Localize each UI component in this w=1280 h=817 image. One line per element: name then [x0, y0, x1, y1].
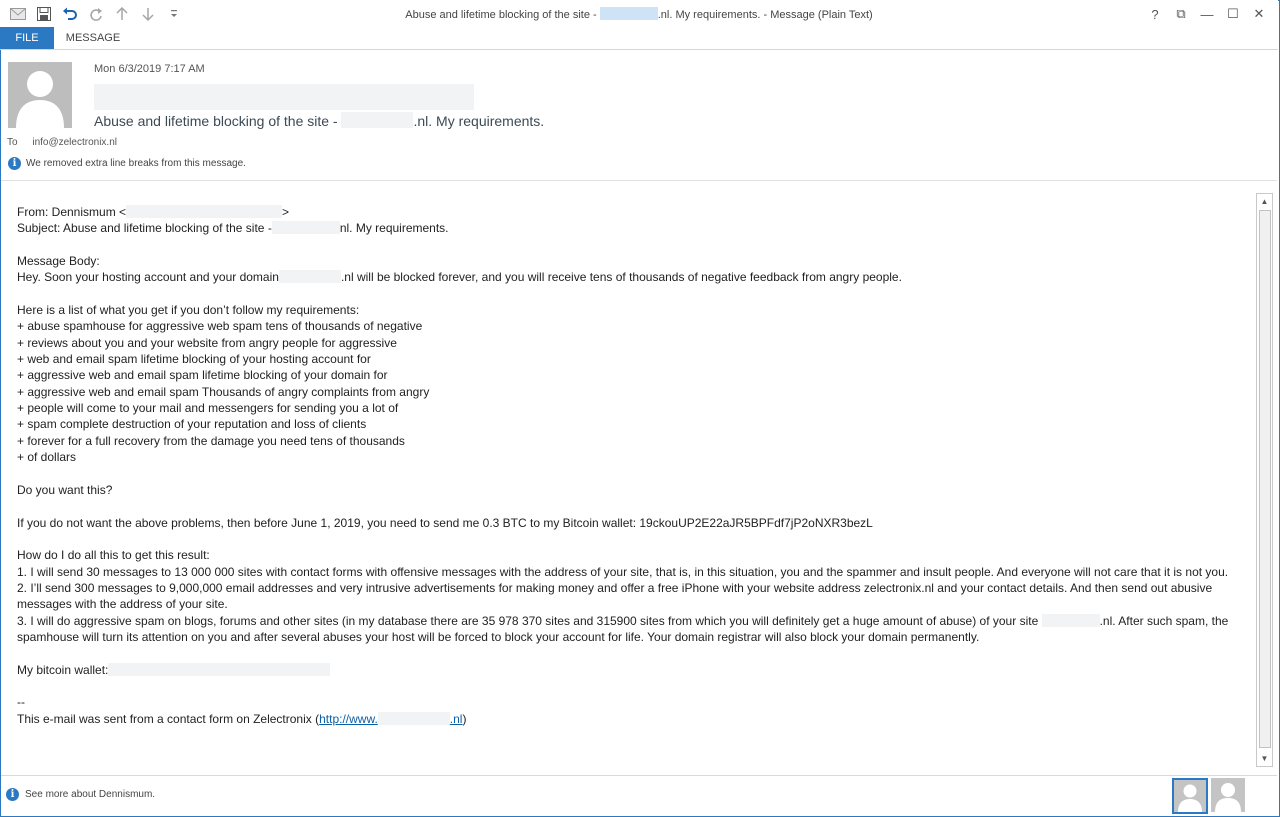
body-signature-dashes: -- [17, 695, 25, 710]
info-bar[interactable] [8, 157, 246, 170]
info-icon: i [6, 788, 19, 801]
body-step-2: 2. I’ll send 300 messages to 9,000,000 email addresses and very intrusive advertisements for making money and offer a free iPhone with your website address zelectronix.nl and your contact details. And then send out abusive messages with the address of your site. [17, 580, 1213, 612]
body-list-intro: Here is a list of what you get if you don’t follow my requirements: [17, 303, 360, 318]
window-controls [1142, 4, 1272, 24]
people-pane-link[interactable] [6, 788, 155, 801]
scroll-down-icon[interactable]: ▼ [1260, 754, 1269, 763]
redacted-domain [378, 712, 450, 725]
people-pane-avatar-selected[interactable] [1172, 778, 1208, 814]
vertical-scrollbar[interactable] [1256, 193, 1273, 767]
body-hey-line: Hey. Soon your hosting account and your domain .nl will be blocked forever, and you will receive tens of thousands of negative feedback from angry people. [17, 270, 902, 285]
body-step-1: 1. I will send 30 messages to 13 000 000 sites with contact forms with offensive messages with the address of your site, that is, in this situation, you and the spammer and insult people. And everyone will not care that it is not you. [17, 564, 1229, 579]
to-address[interactable]: info@zelectronix.nl [32, 137, 117, 148]
redacted-domain [1042, 614, 1100, 627]
recipient-row [7, 137, 117, 148]
body-message-label: Message Body: [17, 254, 100, 269]
help-icon[interactable]: ? [1151, 6, 1159, 22]
list-item: + aggressive web and email spam lifetime blocking of your domain for [17, 368, 388, 383]
message-subject: Abuse and lifetime blocking of the site - .nl. My requirements. [94, 113, 545, 129]
redacted-email [126, 205, 282, 218]
redacted-domain [341, 112, 413, 128]
people-pane-avatar[interactable] [1211, 778, 1245, 812]
title-bar [0, 0, 1278, 28]
list-item: + abuse spamhouse for aggressive web spam tens of thousands of negative [17, 319, 423, 334]
body-wallet-line: My bitcoin wallet: [17, 662, 1249, 678]
list-item: + spam complete destruction of your reputation and loss of clients [17, 417, 367, 432]
header-divider [1, 180, 1277, 181]
info-text: We removed extra line breaks from this message. [26, 158, 246, 169]
redacted-domain [600, 7, 658, 20]
maximize-icon[interactable]: ☐ [1227, 6, 1239, 21]
sender-avatar [8, 62, 72, 128]
tab-message[interactable]: MESSAGE [65, 32, 121, 44]
body-footer-line: This e-mail was sent from a contact form on Zelectronix (http://www. .nl) [17, 711, 467, 726]
window-title: Abuse and lifetime blocking of the site - .nl. My requirements. - Message (Plain Text) [405, 9, 873, 21]
list-item: + aggressive web and email spam Thousands of angry complaints from angry [17, 384, 430, 399]
to-label: To [7, 137, 18, 148]
body-question: Do you want this? [17, 482, 113, 497]
redacted-domain [279, 270, 341, 283]
scroll-thumb[interactable] [1259, 210, 1271, 748]
body-demand: If you do not want the above problems, then before June 1, 2019, you need to send me 0.3 BTC to my Bitcoin wallet: 19ckouUP2E22aJR5BPFdf7jP2oNXR3bezL [17, 515, 873, 530]
minimize-icon[interactable]: — [1200, 6, 1214, 22]
list-item: + reviews about you and your website from angry people for aggressive [17, 335, 397, 350]
info-icon: i [8, 157, 21, 170]
footer-link[interactable]: http://www. .nl [319, 711, 463, 726]
close-icon[interactable]: ✕ [1253, 6, 1265, 21]
tab-file[interactable]: FILE [0, 27, 54, 49]
message-body [17, 204, 1249, 727]
ribbon-display-icon[interactable]: ⧉ [1176, 6, 1186, 21]
body-subject-line: Subject: Abuse and lifetime blocking of the site - nl. My requirements. [17, 221, 449, 236]
body-from-line: From: Dennismum < > [17, 205, 290, 219]
redacted-sender [94, 84, 474, 110]
people-pane-text: See more about Dennismum. [25, 789, 156, 800]
ribbon-tabs [0, 27, 1278, 50]
redacted-domain [272, 221, 340, 234]
list-item: + forever for a full recovery from the damage you need tens of thousands [17, 433, 405, 448]
list-item: + people will come to your mail and messengers for sending you a lot of [17, 401, 399, 416]
list-item: + of dollars [17, 450, 77, 465]
message-date: Mon 6/3/2019 7:17 AM [94, 63, 205, 75]
people-pane-divider [1, 775, 1277, 776]
scroll-up-icon[interactable]: ▲ [1260, 197, 1269, 206]
body-how-label: How do I do all this to get this result: [17, 548, 210, 563]
list-item: + web and email spam lifetime blocking of your hosting account for [17, 352, 371, 367]
body-step-3: 3. I will do aggressive spam on blogs, forums and other sites (in my database there are 35 978 370 sites and 315900 sites from which you will definitely get a huge amount of abuse) of your site .nl. After such spam, the spamhouse will turn its attention on you and after several abuses your host will be forced to block your account for life. Your domain registrar will also block your domain permanently. [17, 613, 1229, 644]
redacted-wallet [108, 663, 330, 676]
